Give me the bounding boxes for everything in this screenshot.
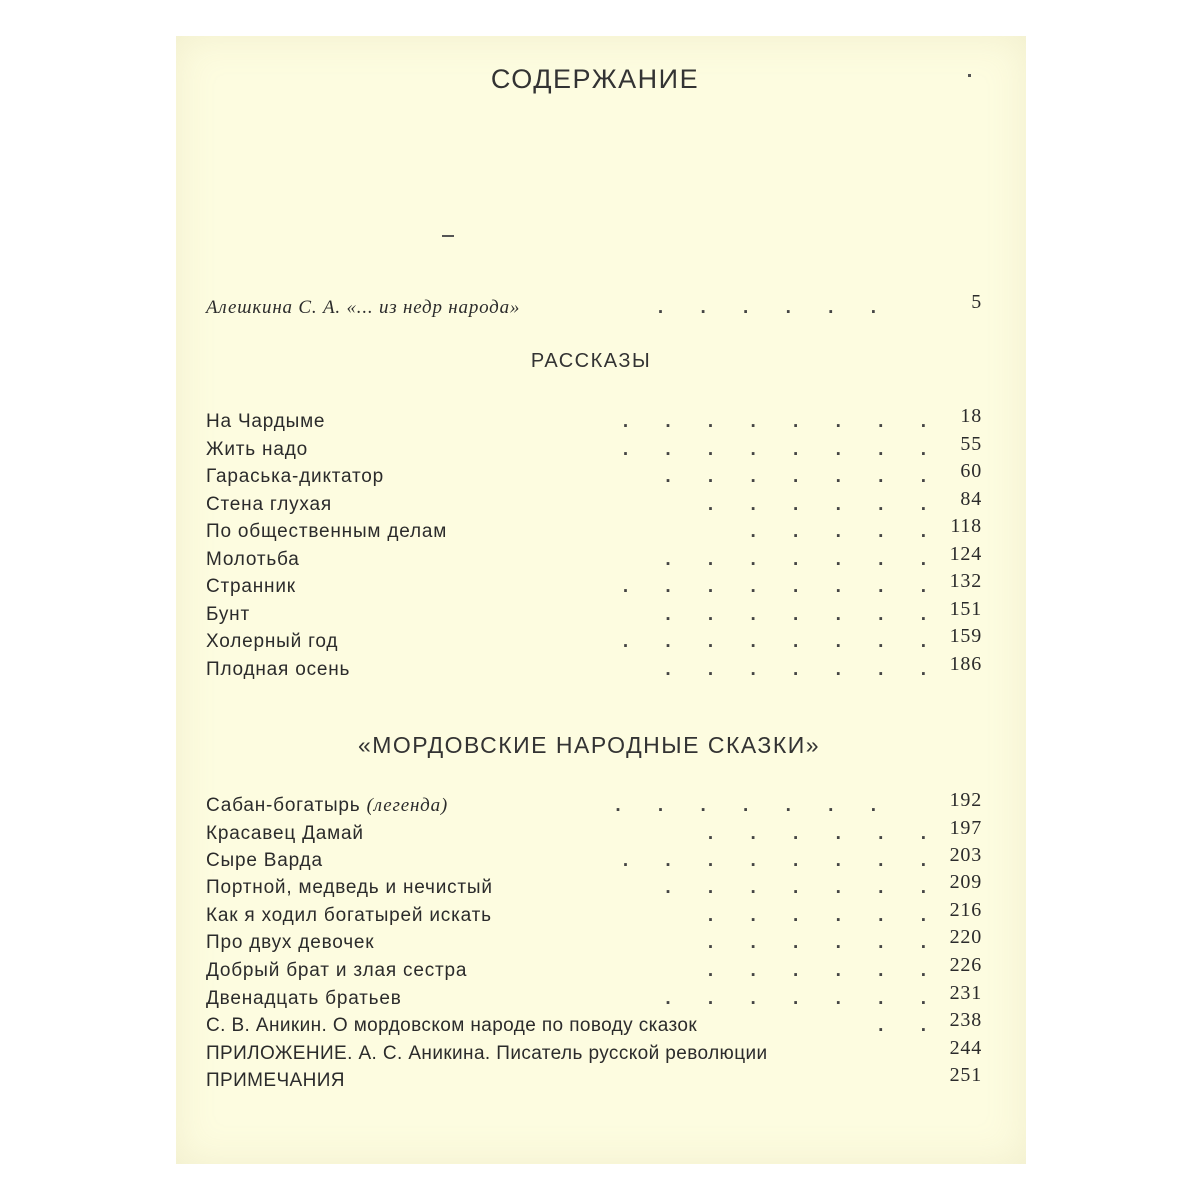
toc-entry-page: 159 [949,625,982,647]
toc-entry[interactable] [206,543,982,574]
toc-entry-title: Алешкина С. А. «... из недр народа» [206,297,521,318]
toc-entry-title: Как я ходил богатырей искать [206,905,492,926]
print-speck [442,235,454,237]
dot-leader: . . . . . . . . [622,576,926,597]
dot-leader: . . . . . . . [615,795,876,816]
toc-entry-page: 203 [949,844,982,866]
dot-leader: . . . . . [750,521,926,542]
toc-entry-page: 132 [949,570,982,592]
toc-entry-title: Сыре Варда [206,850,323,871]
toc-entry-page: 231 [949,982,982,1004]
toc-entry-page: 118 [950,515,982,537]
toc-entry-page: 18 [960,405,982,427]
toc-entry-page: 209 [949,871,982,893]
toc-entry[interactable] [206,817,982,848]
toc-entry-page: 216 [949,899,982,921]
toc-entry-page: 186 [949,653,982,675]
toc-entry-title: Портной, медведь и нечистый [206,877,493,898]
toc-entry-title: Плодная осень [206,659,351,680]
toc-entry-page: 124 [949,543,982,565]
toc-entry-title: Красавец Дамай [206,823,364,844]
toc-entry-intro[interactable] [206,291,982,322]
toc-entry-page: 226 [949,954,982,976]
dot-leader: . . . . . . [657,297,876,318]
toc-entry-page: 251 [949,1064,982,1086]
dot-leader: . . . . . . [707,932,926,953]
toc-entry[interactable] [206,844,982,875]
toc-entry-title: Стена глухая [206,494,332,515]
toc-entry[interactable] [206,1064,982,1095]
dot-leader: . . . . . . [707,960,926,981]
toc-entry-title-main: Сабан-богатырь [206,795,361,816]
toc-entry[interactable] [206,598,982,629]
dot-leader: . . . . . . [707,905,926,926]
toc-entry-title: С. В. Аникин. О мордовском народе по поводу сказок [206,1015,698,1036]
toc-entry[interactable] [206,653,982,684]
dot-leader: . . . . . . . [665,659,926,680]
toc-entry-title: Странник [206,576,296,597]
toc-entry-page: 192 [949,789,982,811]
toc-entry[interactable] [206,488,982,519]
toc-entry-title: Бунт [206,604,250,625]
dot-leader: . . . . . . . . [622,850,926,871]
toc-entry-title: ПРИМЕЧАНИЯ [206,1070,345,1091]
toc-entry-page: 55 [960,433,982,455]
toc-entry-title: По общественным делам [206,521,448,542]
toc-entry[interactable] [206,954,982,985]
toc-entry-title: Жить надо [206,439,308,460]
toc-entry-title: На Чардыме [206,411,326,432]
toc-entry[interactable] [206,570,982,601]
dot-leader: . . . . . . . . [622,411,926,432]
dot-leader: . . . . . . . . [622,631,926,652]
dot-leader: . . [878,1015,926,1036]
section-heading-tales: «МОРДОВСКИЕ НАРОДНЫЕ СКАЗКИ» [357,732,821,758]
toc-entry-page: 5 [971,291,982,313]
print-speck [968,74,971,77]
toc-entry[interactable] [206,625,982,656]
dot-leader: . . . . . . . [665,877,926,898]
toc-entry-page: 60 [960,460,982,482]
toc-entry[interactable] [206,460,982,491]
document-page [176,36,1026,1164]
toc-entry[interactable] [206,1009,982,1040]
toc-entry[interactable] [206,899,982,930]
toc-entry[interactable] [206,1037,982,1068]
toc-entry[interactable] [206,926,982,957]
toc-entry-title: Добрый брат и злая сестра [206,960,468,981]
toc-entry-title: Гараська-диктатор [206,466,385,487]
dot-leader: . . . . . . . [665,466,926,487]
toc-entry-page: 238 [949,1009,982,1031]
toc-entry-title: ПРИЛОЖЕНИЕ. А. С. Аникина. Писатель русской революции [206,1043,768,1064]
toc-entry-page: 84 [960,488,982,510]
toc-entry[interactable] [206,871,982,902]
toc-entry-page: 244 [949,1037,982,1059]
toc-entry-title: Про двух девочек [206,932,375,953]
toc-entry-title: Двенадцать братьев [206,988,402,1009]
dot-leader: . . . . . . . [665,549,926,570]
toc-entry[interactable] [206,982,982,1013]
toc-entry-page: 220 [949,926,982,948]
toc-entry[interactable] [206,433,982,464]
contents-title: СОДЕРЖАНИЕ [490,64,700,94]
toc-entry-title-note: (легенда) [366,795,449,816]
toc-entry-page: 197 [949,817,982,839]
dot-leader: . . . . . . [707,494,926,515]
dot-leader: . . . . . . [707,823,926,844]
toc-entry-title: Молотьба [206,549,300,570]
toc-entry[interactable] [206,515,982,546]
toc-entry[interactable] [206,405,982,436]
toc-entry-page: 151 [949,598,982,620]
dot-leader: . . . . . . . [665,604,926,625]
toc-entry-title: Холерный год [206,631,339,652]
toc-entry-title [206,792,448,820]
toc-entry[interactable] [206,789,982,820]
dot-leader: . . . . . . . [665,988,926,1009]
dot-leader: . . . . . . . . [622,439,926,460]
section-heading-stories: РАССКАЗЫ [530,350,652,372]
